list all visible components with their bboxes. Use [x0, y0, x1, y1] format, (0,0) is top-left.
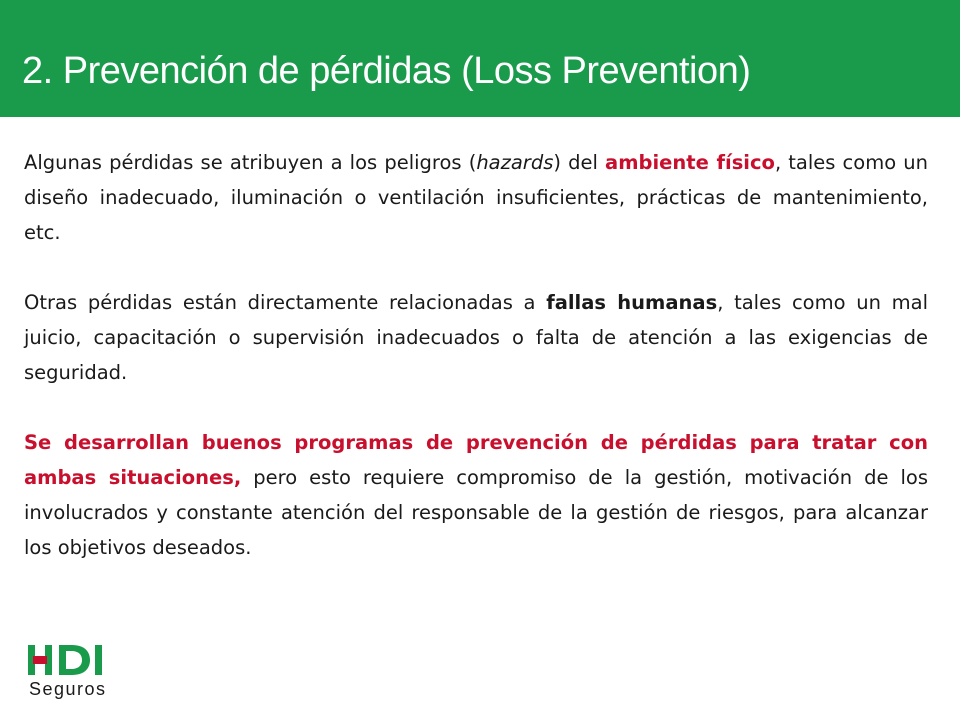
p2-bold-human-failures: fallas humanas — [546, 291, 718, 314]
p2-text-2: , tales como un mal juicio, capacitación o supervisión inadecuados o falta de atención a las exigencias de seguridad. — [24, 291, 929, 384]
p3-text-1: pero esto requiere compromiso de la gestión, motivación de los involucrados y constante atención del responsable de la gestión de riesgos, para alcanzar los objetivos deseados. — [24, 466, 929, 559]
paragraph-prevention-programs — [24, 425, 928, 565]
paragraph-physical-environment — [24, 145, 928, 250]
p1-highlight-physical-environment: ambiente físico — [605, 151, 775, 174]
p3-highlight-programs: Se desarrollan buenos programas de prevención de pérdidas para tratar con ambas situaciones, — [24, 431, 928, 489]
paragraph-human-failures — [24, 285, 928, 390]
slide-title: 2. Prevención de pérdidas (Loss Prevention) — [22, 50, 751, 92]
p2-text-1: Otras pérdidas están directamente relacionadas a — [24, 291, 547, 314]
p1-text-2: ) del — [553, 151, 606, 174]
hdi-seguros-logo — [28, 645, 118, 707]
p1-hazards-term: hazards — [476, 151, 554, 174]
p1-text-3: , tales como un diseño inadecuado, iluminación o ventilación insuficientes, prácticas de mantenimiento, etc. — [24, 151, 928, 244]
hdi-logo-mark — [28, 645, 110, 675]
title-bar — [0, 0, 960, 117]
logo-subtitle: Seguros — [29, 679, 107, 699]
p1-text-1: Algunas pérdidas se atribuyen a los peligros ( — [24, 151, 477, 174]
slide-body — [24, 145, 928, 565]
